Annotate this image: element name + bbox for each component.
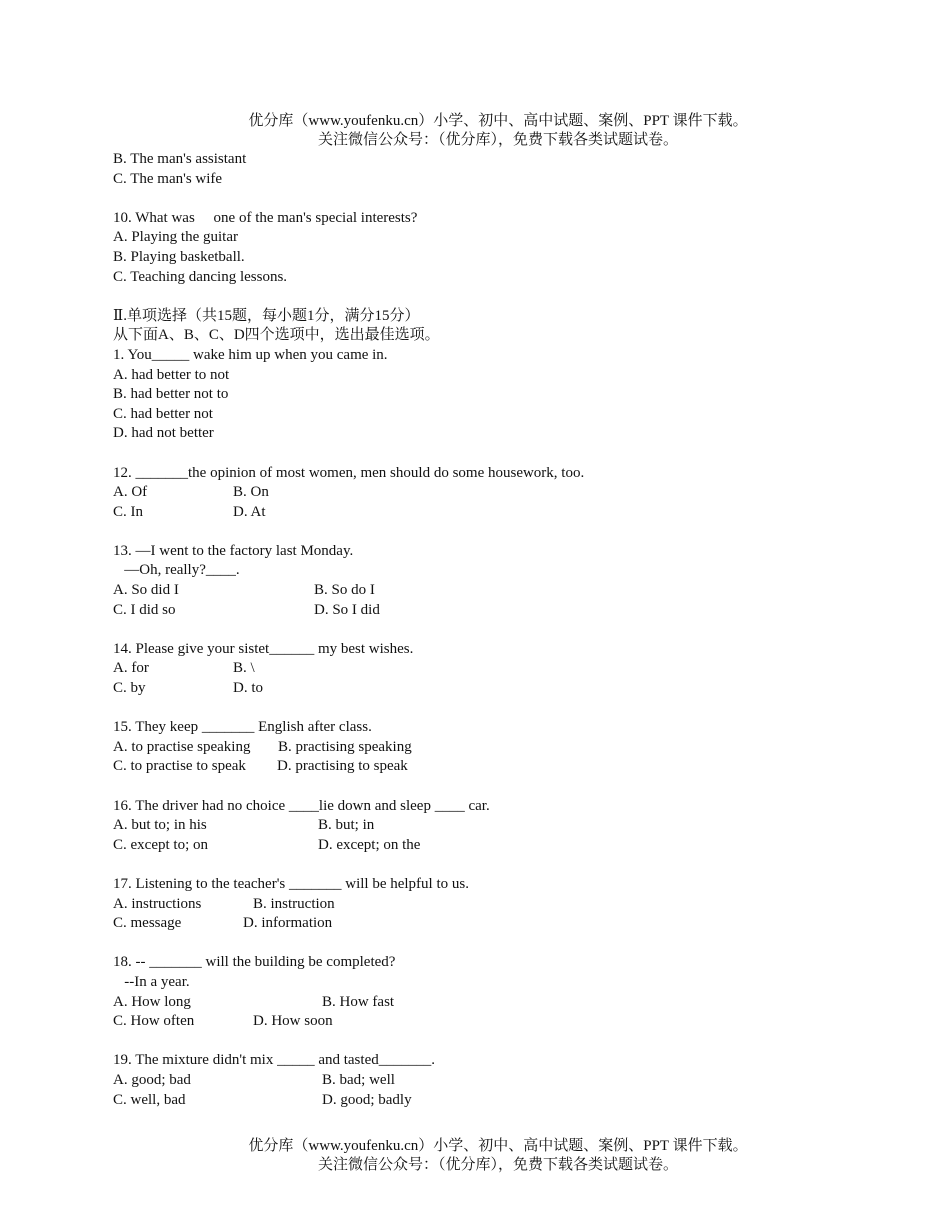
q10-stem: 10. What was one of the man's special interests? bbox=[113, 209, 418, 226]
header-line-1: 优分库（www.youfenku.cn）小学、初中、高中试题、案例、PPT 课件下载。 bbox=[248, 113, 748, 129]
q10-option-c: C. Teaching dancing lessons. bbox=[113, 268, 288, 285]
q16-option-d: D. except; on the bbox=[318, 836, 421, 853]
q14-option-c: C. by bbox=[113, 680, 146, 697]
q18-stem-line-1: 18. -- _______ will the building be completed? bbox=[113, 954, 396, 971]
q15-option-b: B. practising speaking bbox=[278, 738, 412, 755]
q13-stem-line-1: 13. —I went to the factory last Monday. bbox=[113, 542, 354, 559]
q17-option-b: B. instruction bbox=[253, 895, 335, 912]
q14-option-d: D. to bbox=[233, 680, 263, 697]
q18-stem-line-2: --In a year. bbox=[113, 973, 190, 990]
page-footer bbox=[0, 1137, 950, 1175]
q18-option-d: D. How soon bbox=[253, 1013, 333, 1030]
footer-line-1: 优分库（www.youfenku.cn）小学、初中、高中试题、案例、PPT 课件下载。 bbox=[248, 1138, 748, 1154]
q13-option-b: B. So do I bbox=[314, 582, 375, 599]
q11-option-a: A. had better to not bbox=[113, 366, 230, 383]
q16-option-c: C. except to; on bbox=[113, 836, 208, 853]
q17-option-c: C. message bbox=[113, 915, 182, 932]
q11-stem: 1. You_____ wake him up when you came in. bbox=[113, 346, 388, 363]
q14-option-b: B. \ bbox=[233, 660, 255, 677]
q12-stem: 12. _______the opinion of most women, men should do some housework, too. bbox=[113, 464, 585, 481]
section-instruction: 从下面A、B、C、D四个选项中，选出最佳选项。 bbox=[113, 327, 440, 344]
q13-option-d: D. So I did bbox=[314, 601, 380, 618]
q11-option-c: C. had better not bbox=[113, 405, 213, 422]
q16-option-a: A. but to; in his bbox=[113, 817, 207, 834]
page-header bbox=[0, 112, 950, 150]
q12-option-c: C. In bbox=[113, 503, 143, 520]
q10-option-b: B. Playing basketball. bbox=[113, 248, 245, 265]
q18-option-a: A. How long bbox=[113, 993, 191, 1010]
q13-stem-line-2: —Oh, really?____. bbox=[113, 562, 240, 579]
q17-stem: 17. Listening to the teacher's _______ will be helpful to us. bbox=[113, 875, 469, 892]
q12-option-b: B. On bbox=[233, 484, 269, 501]
q9-option-b: B. The man's assistant bbox=[113, 151, 247, 167]
q10-option-a: A. Playing the guitar bbox=[113, 229, 238, 246]
q16-option-b: B. but; in bbox=[318, 817, 375, 834]
header-line-2: 关注微信公众号：（优分库），免费下载各类试题试卷。 bbox=[317, 132, 678, 148]
q19-option-c: C. well, bad bbox=[113, 1091, 186, 1108]
section-title: Ⅱ.单项选择（共15题，每小题1分，满分15分） bbox=[113, 307, 420, 324]
q19-option-b: B. bad; well bbox=[322, 1071, 395, 1088]
q15-stem: 15. They keep _______ English after class. bbox=[113, 719, 372, 736]
q15-option-a: A. to practise speaking bbox=[113, 738, 251, 755]
q13-option-c: C. I did so bbox=[113, 601, 176, 618]
footer-line-2: 关注微信公众号：（优分库），免费下载各类试题试卷。 bbox=[317, 1157, 678, 1173]
q19-option-d: D. good; badly bbox=[322, 1091, 412, 1108]
q12-option-a: A. Of bbox=[113, 484, 148, 501]
q14-option-a: A. for bbox=[113, 660, 149, 677]
q19-option-a: A. good; bad bbox=[113, 1071, 191, 1088]
q18-option-c: C. How often bbox=[113, 1013, 195, 1030]
document-body bbox=[113, 150, 873, 1110]
q15-option-d: D. practising to speak bbox=[277, 758, 408, 775]
q14-stem: 14. Please give your sistet______ my best wishes. bbox=[113, 640, 414, 657]
q19-stem: 19. The mixture didn't mix _____ and tasted_______. bbox=[113, 1052, 435, 1069]
q11-option-b: B. had better not to bbox=[113, 386, 229, 403]
q17-option-d: D. information bbox=[243, 915, 333, 932]
q13-option-a: A. So did I bbox=[113, 582, 179, 599]
q15-option-c: C. to practise to speak bbox=[113, 758, 246, 775]
q9-option-c: C. The man's wife bbox=[113, 170, 223, 187]
q11-option-d: D. had not better bbox=[113, 425, 214, 442]
q16-stem: 16. The driver had no choice ____lie down and sleep ____ car. bbox=[113, 797, 490, 814]
q17-option-a: A. instructions bbox=[113, 895, 202, 912]
q12-option-d: D. At bbox=[233, 503, 266, 520]
q18-option-b: B. How fast bbox=[322, 993, 395, 1010]
